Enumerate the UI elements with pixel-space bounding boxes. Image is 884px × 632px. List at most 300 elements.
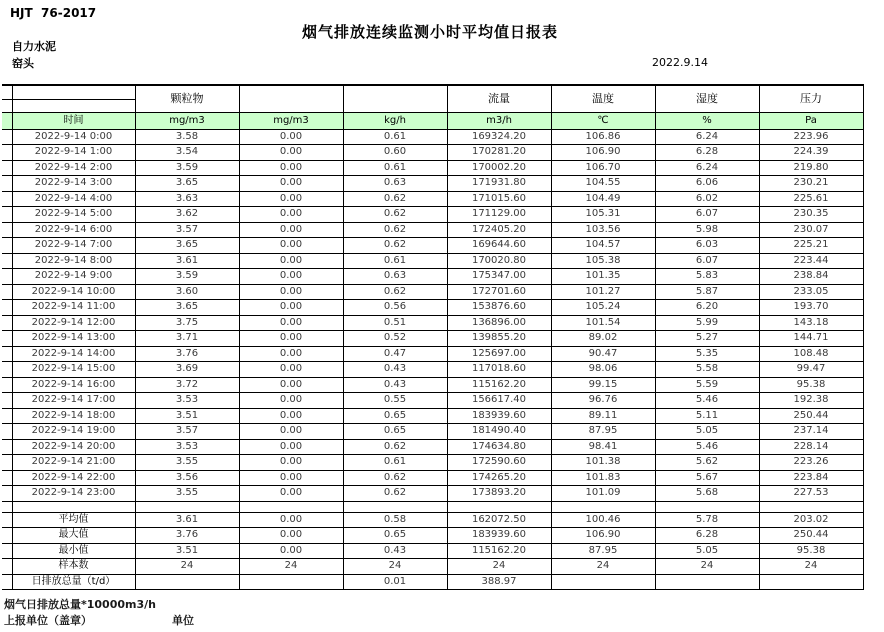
value-cell: 0.00 bbox=[239, 543, 343, 559]
value-cell: 0.00 bbox=[239, 528, 343, 544]
time-cell: 2022-9-14 14:00 bbox=[12, 346, 135, 362]
value-cell: 6.07 bbox=[655, 207, 759, 223]
margin-cell bbox=[2, 393, 12, 409]
value-cell: 0.43 bbox=[343, 362, 447, 378]
value-cell: 3.53 bbox=[135, 439, 239, 455]
value-cell: 0.00 bbox=[239, 424, 343, 440]
value-cell: 5.62 bbox=[655, 455, 759, 471]
margin-cell bbox=[2, 439, 12, 455]
value-cell: 153876.60 bbox=[447, 300, 551, 316]
value-cell: 0.62 bbox=[343, 238, 447, 254]
time-cell: 2022-9-14 16:00 bbox=[12, 377, 135, 393]
data-row bbox=[2, 176, 863, 192]
value-cell: 219.80 bbox=[759, 160, 863, 176]
value-cell: 0.51 bbox=[343, 315, 447, 331]
value-cell: 171129.00 bbox=[447, 207, 551, 223]
value-cell: 3.55 bbox=[135, 486, 239, 502]
data-row bbox=[2, 424, 863, 440]
value-cell: 95.38 bbox=[759, 543, 863, 559]
value-cell: 87.95 bbox=[551, 543, 655, 559]
value-cell: 0.00 bbox=[239, 393, 343, 409]
value-cell: 90.47 bbox=[551, 346, 655, 362]
value-cell: 99.15 bbox=[551, 377, 655, 393]
value-cell: 3.51 bbox=[135, 408, 239, 424]
unit-percent: % bbox=[655, 112, 759, 129]
standard-code: HJT 76-2017 bbox=[10, 6, 97, 20]
value-cell: 3.59 bbox=[135, 269, 239, 285]
value-cell: 0.60 bbox=[343, 145, 447, 161]
value-cell: 0.00 bbox=[239, 160, 343, 176]
value-cell: 101.09 bbox=[551, 486, 655, 502]
summary-row bbox=[2, 512, 863, 528]
data-row bbox=[2, 238, 863, 254]
value-cell: 0.00 bbox=[239, 191, 343, 207]
value-cell: 0.00 bbox=[239, 455, 343, 471]
margin-cell bbox=[2, 238, 12, 254]
value-cell: 0.62 bbox=[343, 191, 447, 207]
value-cell: 5.05 bbox=[655, 543, 759, 559]
data-row bbox=[2, 315, 863, 331]
value-cell: 5.05 bbox=[655, 424, 759, 440]
value-cell: 24 bbox=[135, 559, 239, 575]
value-cell: 105.31 bbox=[551, 207, 655, 223]
summary-row bbox=[2, 574, 863, 590]
value-cell: 183939.60 bbox=[447, 408, 551, 424]
value-cell: 0.00 bbox=[239, 377, 343, 393]
data-row bbox=[2, 300, 863, 316]
col-group-blank-1 bbox=[239, 85, 343, 112]
value-cell: 225.61 bbox=[759, 191, 863, 207]
value-cell: 192.38 bbox=[759, 393, 863, 409]
value-cell: 95.38 bbox=[759, 377, 863, 393]
value-cell bbox=[239, 501, 343, 512]
margin-cell bbox=[2, 377, 12, 393]
summary-row bbox=[2, 543, 863, 559]
header-row-units bbox=[2, 112, 863, 129]
time-cell: 2022-9-14 19:00 bbox=[12, 424, 135, 440]
value-cell bbox=[135, 574, 239, 590]
data-row bbox=[2, 455, 863, 471]
value-cell: 0.00 bbox=[239, 284, 343, 300]
value-cell: 144.71 bbox=[759, 331, 863, 347]
time-cell: 2022-9-14 1:00 bbox=[12, 145, 135, 161]
value-cell: 175347.00 bbox=[447, 269, 551, 285]
value-cell: 0.00 bbox=[239, 362, 343, 378]
monitor-point-name: 窑头 bbox=[12, 57, 34, 70]
margin-cell bbox=[2, 269, 12, 285]
value-cell: 3.59 bbox=[135, 160, 239, 176]
value-cell bbox=[551, 574, 655, 590]
value-cell: 230.07 bbox=[759, 222, 863, 238]
value-cell: 223.44 bbox=[759, 253, 863, 269]
time-cell: 2022-9-14 18:00 bbox=[12, 408, 135, 424]
data-row bbox=[2, 253, 863, 269]
value-cell: 6.07 bbox=[655, 253, 759, 269]
value-cell: 24 bbox=[239, 559, 343, 575]
value-cell: 170020.80 bbox=[447, 253, 551, 269]
time-cell: 2022-9-14 4:00 bbox=[12, 191, 135, 207]
data-row bbox=[2, 191, 863, 207]
value-cell: 3.61 bbox=[135, 253, 239, 269]
value-cell: 173893.20 bbox=[447, 486, 551, 502]
value-cell: 3.57 bbox=[135, 424, 239, 440]
value-cell bbox=[655, 501, 759, 512]
margin-cell bbox=[2, 99, 12, 112]
margin-cell bbox=[2, 362, 12, 378]
value-cell: 0.00 bbox=[239, 222, 343, 238]
spacer-row bbox=[2, 501, 863, 512]
value-cell: 174634.80 bbox=[447, 439, 551, 455]
value-cell: 5.58 bbox=[655, 362, 759, 378]
margin-cell bbox=[2, 207, 12, 223]
value-cell: 3.56 bbox=[135, 470, 239, 486]
summary-label: 样本数 bbox=[12, 559, 135, 575]
summary-label: 最小值 bbox=[12, 543, 135, 559]
value-cell: 108.48 bbox=[759, 346, 863, 362]
value-cell: 171931.80 bbox=[447, 176, 551, 192]
margin-cell bbox=[2, 315, 12, 331]
value-cell: 5.78 bbox=[655, 512, 759, 528]
value-cell: 172701.60 bbox=[447, 284, 551, 300]
col-group-particulate: 颗粒物 bbox=[135, 85, 239, 112]
value-cell bbox=[655, 574, 759, 590]
value-cell: 3.69 bbox=[135, 362, 239, 378]
spacer-cell bbox=[12, 501, 135, 512]
data-row bbox=[2, 408, 863, 424]
value-cell: 99.47 bbox=[759, 362, 863, 378]
time-cell: 2022-9-14 3:00 bbox=[12, 176, 135, 192]
summary-row bbox=[2, 559, 863, 575]
value-cell: 162072.50 bbox=[447, 512, 551, 528]
value-cell: 3.57 bbox=[135, 222, 239, 238]
time-cell: 2022-9-14 10:00 bbox=[12, 284, 135, 300]
value-cell: 0.00 bbox=[239, 253, 343, 269]
time-cell: 2022-9-14 11:00 bbox=[12, 300, 135, 316]
value-cell: 3.58 bbox=[135, 129, 239, 145]
value-cell: 0.63 bbox=[343, 176, 447, 192]
value-cell: 0.62 bbox=[343, 222, 447, 238]
data-row bbox=[2, 129, 863, 145]
value-cell: 3.53 bbox=[135, 393, 239, 409]
value-cell: 89.02 bbox=[551, 331, 655, 347]
value-cell: 87.95 bbox=[551, 424, 655, 440]
value-cell: 0.61 bbox=[343, 129, 447, 145]
margin-cell bbox=[2, 160, 12, 176]
value-cell: 223.96 bbox=[759, 129, 863, 145]
value-cell: 6.03 bbox=[655, 238, 759, 254]
margin-cell bbox=[2, 501, 12, 512]
value-cell: 3.65 bbox=[135, 300, 239, 316]
value-cell: 104.55 bbox=[551, 176, 655, 192]
value-cell: 0.00 bbox=[239, 486, 343, 502]
value-cell: 3.60 bbox=[135, 284, 239, 300]
margin-cell bbox=[2, 129, 12, 145]
value-cell: 5.27 bbox=[655, 331, 759, 347]
value-cell: 0.01 bbox=[343, 574, 447, 590]
data-row bbox=[2, 269, 863, 285]
time-cell: 2022-9-14 12:00 bbox=[12, 315, 135, 331]
footer-line bbox=[0, 612, 884, 628]
value-cell bbox=[135, 501, 239, 512]
value-cell: 115162.20 bbox=[447, 543, 551, 559]
value-cell: 238.84 bbox=[759, 269, 863, 285]
value-cell bbox=[759, 501, 863, 512]
value-cell: 106.70 bbox=[551, 160, 655, 176]
value-cell: 6.24 bbox=[655, 160, 759, 176]
value-cell: 0.62 bbox=[343, 207, 447, 223]
value-cell: 230.35 bbox=[759, 207, 863, 223]
value-cell bbox=[343, 501, 447, 512]
value-cell: 0.00 bbox=[239, 512, 343, 528]
value-cell: 101.27 bbox=[551, 284, 655, 300]
value-cell: 0.62 bbox=[343, 470, 447, 486]
value-cell: 105.24 bbox=[551, 300, 655, 316]
value-cell: 0.55 bbox=[343, 393, 447, 409]
value-cell: 223.84 bbox=[759, 470, 863, 486]
value-cell: 0.00 bbox=[239, 346, 343, 362]
col-group-humidity: 湿度 bbox=[655, 85, 759, 112]
value-cell: 250.44 bbox=[759, 528, 863, 544]
value-cell: 3.71 bbox=[135, 331, 239, 347]
value-cell: 5.99 bbox=[655, 315, 759, 331]
data-row bbox=[2, 145, 863, 161]
data-row bbox=[2, 439, 863, 455]
value-cell: 3.63 bbox=[135, 191, 239, 207]
value-cell: 103.56 bbox=[551, 222, 655, 238]
value-cell bbox=[239, 574, 343, 590]
data-row bbox=[2, 362, 863, 378]
unit-celsius: ℃ bbox=[551, 112, 655, 129]
value-cell: 5.11 bbox=[655, 408, 759, 424]
value-cell: 174265.20 bbox=[447, 470, 551, 486]
value-cell: 0.65 bbox=[343, 424, 447, 440]
margin-cell bbox=[2, 470, 12, 486]
value-cell: 0.00 bbox=[239, 331, 343, 347]
time-cell: 2022-9-14 5:00 bbox=[12, 207, 135, 223]
value-cell: 227.53 bbox=[759, 486, 863, 502]
value-cell: 125697.00 bbox=[447, 346, 551, 362]
value-cell: 98.41 bbox=[551, 439, 655, 455]
time-cell: 2022-9-14 7:00 bbox=[12, 238, 135, 254]
unit-pa: Pa bbox=[759, 112, 863, 129]
value-cell: 230.21 bbox=[759, 176, 863, 192]
value-cell: 3.61 bbox=[135, 512, 239, 528]
value-cell: 0.00 bbox=[239, 129, 343, 145]
value-cell bbox=[447, 501, 551, 512]
value-cell: 0.00 bbox=[239, 470, 343, 486]
value-cell: 6.20 bbox=[655, 300, 759, 316]
time-cell: 2022-9-14 8:00 bbox=[12, 253, 135, 269]
data-row bbox=[2, 393, 863, 409]
data-row bbox=[2, 331, 863, 347]
time-cell: 2022-9-14 23:00 bbox=[12, 486, 135, 502]
value-cell: 106.90 bbox=[551, 145, 655, 161]
value-cell: 223.26 bbox=[759, 455, 863, 471]
summary-row bbox=[2, 528, 863, 544]
value-cell: 237.14 bbox=[759, 424, 863, 440]
unit-label: 单位 bbox=[172, 614, 194, 627]
value-cell: 101.38 bbox=[551, 455, 655, 471]
data-row bbox=[2, 377, 863, 393]
time-cell: 2022-9-14 2:00 bbox=[12, 160, 135, 176]
time-column-header: 时间 bbox=[12, 112, 135, 129]
value-cell: 169644.60 bbox=[447, 238, 551, 254]
value-cell: 169324.20 bbox=[447, 129, 551, 145]
value-cell: 104.57 bbox=[551, 238, 655, 254]
margin-cell bbox=[2, 574, 12, 590]
unit-pm-mgm3: mg/m3 bbox=[135, 112, 239, 129]
time-cell: 2022-9-14 21:00 bbox=[12, 455, 135, 471]
value-cell: 6.02 bbox=[655, 191, 759, 207]
value-cell: 5.83 bbox=[655, 269, 759, 285]
value-cell: 117018.60 bbox=[447, 362, 551, 378]
col-group-flow: 流量 bbox=[447, 85, 551, 112]
value-cell: 0.61 bbox=[343, 160, 447, 176]
margin-cell bbox=[2, 300, 12, 316]
value-cell: 5.68 bbox=[655, 486, 759, 502]
unit-kgh: kg/h bbox=[343, 112, 447, 129]
data-row bbox=[2, 486, 863, 502]
value-cell: 3.72 bbox=[135, 377, 239, 393]
value-cell: 0.00 bbox=[239, 145, 343, 161]
value-cell: 3.76 bbox=[135, 346, 239, 362]
value-cell: 224.39 bbox=[759, 145, 863, 161]
value-cell: 0.00 bbox=[239, 238, 343, 254]
value-cell: 0.63 bbox=[343, 269, 447, 285]
value-cell: 105.38 bbox=[551, 253, 655, 269]
margin-cell bbox=[2, 191, 12, 207]
value-cell: 101.35 bbox=[551, 269, 655, 285]
value-cell: 0.00 bbox=[239, 315, 343, 331]
value-cell: 100.46 bbox=[551, 512, 655, 528]
value-cell: 3.76 bbox=[135, 528, 239, 544]
data-row bbox=[2, 470, 863, 486]
value-cell: 98.06 bbox=[551, 362, 655, 378]
time-cell: 2022-9-14 9:00 bbox=[12, 269, 135, 285]
report-unit-label: 上报单位（盖章） bbox=[4, 614, 92, 627]
value-cell: 0.62 bbox=[343, 284, 447, 300]
value-cell: 104.49 bbox=[551, 191, 655, 207]
value-cell: 24 bbox=[655, 559, 759, 575]
value-cell: 101.83 bbox=[551, 470, 655, 486]
value-cell: 156617.40 bbox=[447, 393, 551, 409]
value-cell: 193.70 bbox=[759, 300, 863, 316]
value-cell: 0.00 bbox=[239, 176, 343, 192]
value-cell: 250.44 bbox=[759, 408, 863, 424]
value-cell: 96.76 bbox=[551, 393, 655, 409]
value-cell: 203.02 bbox=[759, 512, 863, 528]
value-cell: 3.51 bbox=[135, 543, 239, 559]
flue-gas-total-note: 烟气日排放总量*10000m3/h bbox=[4, 598, 156, 611]
value-cell: 0.61 bbox=[343, 455, 447, 471]
col-group-temperature: 温度 bbox=[551, 85, 655, 112]
value-cell: 172590.60 bbox=[447, 455, 551, 471]
unit-mgm3: mg/m3 bbox=[239, 112, 343, 129]
value-cell bbox=[551, 501, 655, 512]
value-cell: 233.05 bbox=[759, 284, 863, 300]
value-cell: 3.54 bbox=[135, 145, 239, 161]
value-cell: 5.46 bbox=[655, 393, 759, 409]
margin-cell bbox=[2, 112, 12, 129]
col-group-pressure: 压力 bbox=[759, 85, 863, 112]
value-cell: 0.00 bbox=[239, 439, 343, 455]
value-cell: 0.00 bbox=[239, 408, 343, 424]
data-row bbox=[2, 284, 863, 300]
value-cell: 0.65 bbox=[343, 528, 447, 544]
value-cell: 0.61 bbox=[343, 253, 447, 269]
value-cell: 5.46 bbox=[655, 439, 759, 455]
margin-cell bbox=[2, 284, 12, 300]
summary-label: 最大值 bbox=[12, 528, 135, 544]
value-cell bbox=[759, 574, 863, 590]
value-cell: 3.62 bbox=[135, 207, 239, 223]
value-cell: 5.87 bbox=[655, 284, 759, 300]
margin-cell bbox=[2, 253, 12, 269]
value-cell: 3.75 bbox=[135, 315, 239, 331]
margin-cell bbox=[2, 176, 12, 192]
time-header-lower-cell bbox=[12, 99, 135, 112]
value-cell: 3.65 bbox=[135, 238, 239, 254]
value-cell: 0.58 bbox=[343, 512, 447, 528]
data-row bbox=[2, 346, 863, 362]
margin-cell bbox=[2, 543, 12, 559]
report-title: 烟气排放连续监测小时平均值日报表 bbox=[301, 23, 558, 41]
time-cell: 2022-9-14 22:00 bbox=[12, 470, 135, 486]
value-cell: 5.98 bbox=[655, 222, 759, 238]
value-cell: 0.65 bbox=[343, 408, 447, 424]
value-cell: 0.00 bbox=[239, 300, 343, 316]
col-group-blank-2 bbox=[343, 85, 447, 112]
value-cell: 0.47 bbox=[343, 346, 447, 362]
value-cell: 6.24 bbox=[655, 129, 759, 145]
value-cell: 24 bbox=[447, 559, 551, 575]
value-cell: 228.14 bbox=[759, 439, 863, 455]
time-cell: 2022-9-14 6:00 bbox=[12, 222, 135, 238]
value-cell: 0.56 bbox=[343, 300, 447, 316]
value-cell: 171015.60 bbox=[447, 191, 551, 207]
data-row bbox=[2, 222, 863, 238]
margin-cell bbox=[2, 408, 12, 424]
time-cell: 2022-9-14 0:00 bbox=[12, 129, 135, 145]
time-cell: 2022-9-14 15:00 bbox=[12, 362, 135, 378]
margin-cell bbox=[2, 331, 12, 347]
emission-report-table bbox=[2, 84, 864, 590]
time-cell: 2022-9-14 20:00 bbox=[12, 439, 135, 455]
margin-cell bbox=[2, 222, 12, 238]
value-cell: 172405.20 bbox=[447, 222, 551, 238]
value-cell: 89.11 bbox=[551, 408, 655, 424]
summary-label: 平均值 bbox=[12, 512, 135, 528]
time-cell: 2022-9-14 13:00 bbox=[12, 331, 135, 347]
value-cell: 5.67 bbox=[655, 470, 759, 486]
value-cell: 136896.00 bbox=[447, 315, 551, 331]
value-cell: 106.86 bbox=[551, 129, 655, 145]
value-cell: 183939.60 bbox=[447, 528, 551, 544]
value-cell: 0.62 bbox=[343, 439, 447, 455]
value-cell: 170002.20 bbox=[447, 160, 551, 176]
value-cell: 0.43 bbox=[343, 543, 447, 559]
value-cell: 0.00 bbox=[239, 269, 343, 285]
value-cell: 0.52 bbox=[343, 331, 447, 347]
margin-cell bbox=[2, 145, 12, 161]
value-cell: 5.59 bbox=[655, 377, 759, 393]
margin-cell bbox=[2, 346, 12, 362]
value-cell: 6.06 bbox=[655, 176, 759, 192]
unit-m3h: m3/h bbox=[447, 112, 551, 129]
value-cell: 0.62 bbox=[343, 486, 447, 502]
value-cell: 181490.40 bbox=[447, 424, 551, 440]
margin-cell bbox=[2, 424, 12, 440]
